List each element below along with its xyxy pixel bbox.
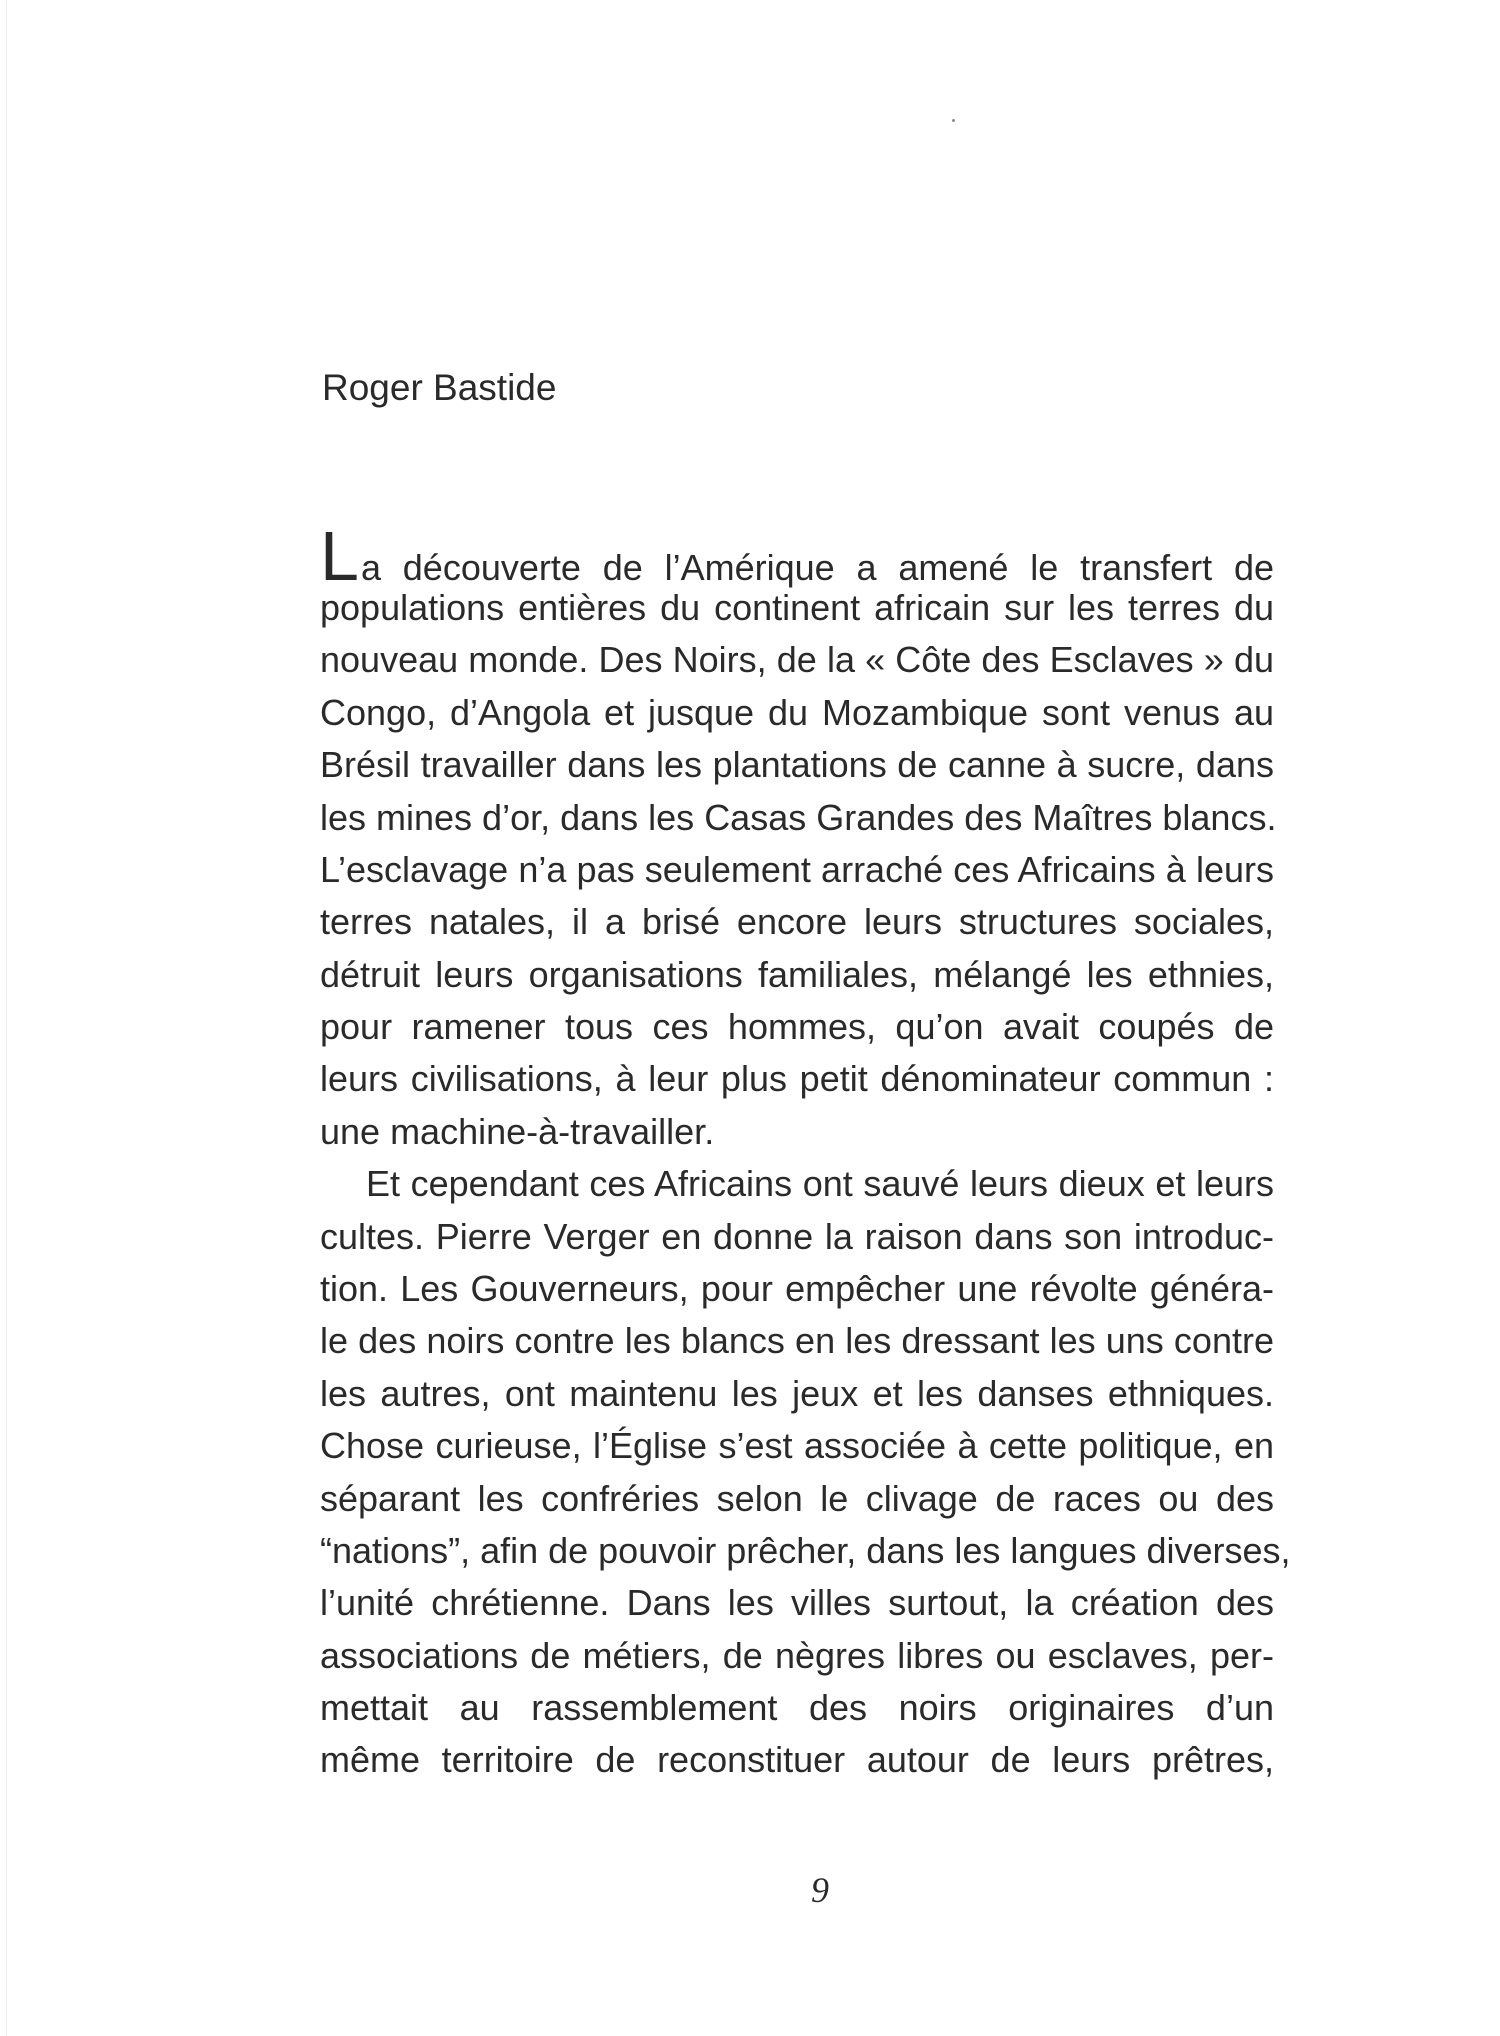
- text-line: associations de métiers, de nègres libres ou esclaves, per-: [320, 1635, 1274, 1676]
- text-line: populations entières du continent africain sur les terres du: [320, 587, 1274, 628]
- text-line: L’esclavage n’a pas seulement arraché ces Africains à leurs: [320, 849, 1274, 890]
- text-line: l’unité chrétienne. Dans les villes surtout, la création des: [320, 1582, 1274, 1623]
- text-line: le des noirs contre les blancs en les dressant les uns contre: [320, 1320, 1274, 1361]
- text-line: même territoire de reconstituer autour de leurs prêtres,: [320, 1739, 1274, 1780]
- page-number: 9: [811, 1870, 829, 1910]
- text-line: mettait au rassemblement des noirs originaires d’un: [320, 1687, 1274, 1728]
- text-line: Brésil travailler dans les plantations de canne à sucre, dans: [320, 744, 1274, 785]
- drop-cap: L: [320, 517, 359, 595]
- text-line: Congo, d’Angola et jusque du Mozambique sont venus au: [320, 692, 1274, 733]
- print-speck: [952, 119, 955, 122]
- paragraph-end-line: une machine-à-travailler.: [320, 1111, 715, 1152]
- page-edge: [6, 0, 7, 2036]
- text-line: séparant les confréries selon le clivage de races ou des: [320, 1478, 1274, 1519]
- text-line: les autres, ont maintenu les jeux et les danses ethniques.: [320, 1373, 1274, 1414]
- text-line: “nations”, afin de pouvoir prêcher, dans les langues diverses,: [320, 1530, 1291, 1571]
- text-line: leurs civilisations, à leur plus petit dénominateur commun :: [320, 1058, 1274, 1099]
- text-line: détruit leurs organisations familiales, mélangé les ethnies,: [320, 954, 1274, 995]
- author-name: Roger Bastide: [322, 367, 557, 408]
- text-line: cultes. Pierre Verger en donne la raison dans son introduc-: [320, 1216, 1274, 1257]
- text-line: pour ramener tous ces hommes, qu’on avait coupés de: [320, 1006, 1274, 1047]
- text-line: nouveau monde. Des Noirs, de la « Côte des Esclaves » du: [320, 639, 1274, 680]
- text-line: La découverte de l’Amérique a amené le transfert de: [320, 517, 1274, 595]
- text-line: les mines d’or, dans les Casas Grandes des Maîtres blancs.: [320, 797, 1277, 838]
- paragraph-indent-line: Et cependant ces Africains ont sauvé leurs dieux et leurs: [366, 1163, 1274, 1204]
- text-line: tion. Les Gouverneurs, pour empêcher une révolte généra-: [320, 1268, 1274, 1309]
- text-line: Chose curieuse, l’Église s’est associée à cette politique, en: [320, 1425, 1274, 1466]
- text-line: terres natales, il a brisé encore leurs structures sociales,: [320, 901, 1274, 942]
